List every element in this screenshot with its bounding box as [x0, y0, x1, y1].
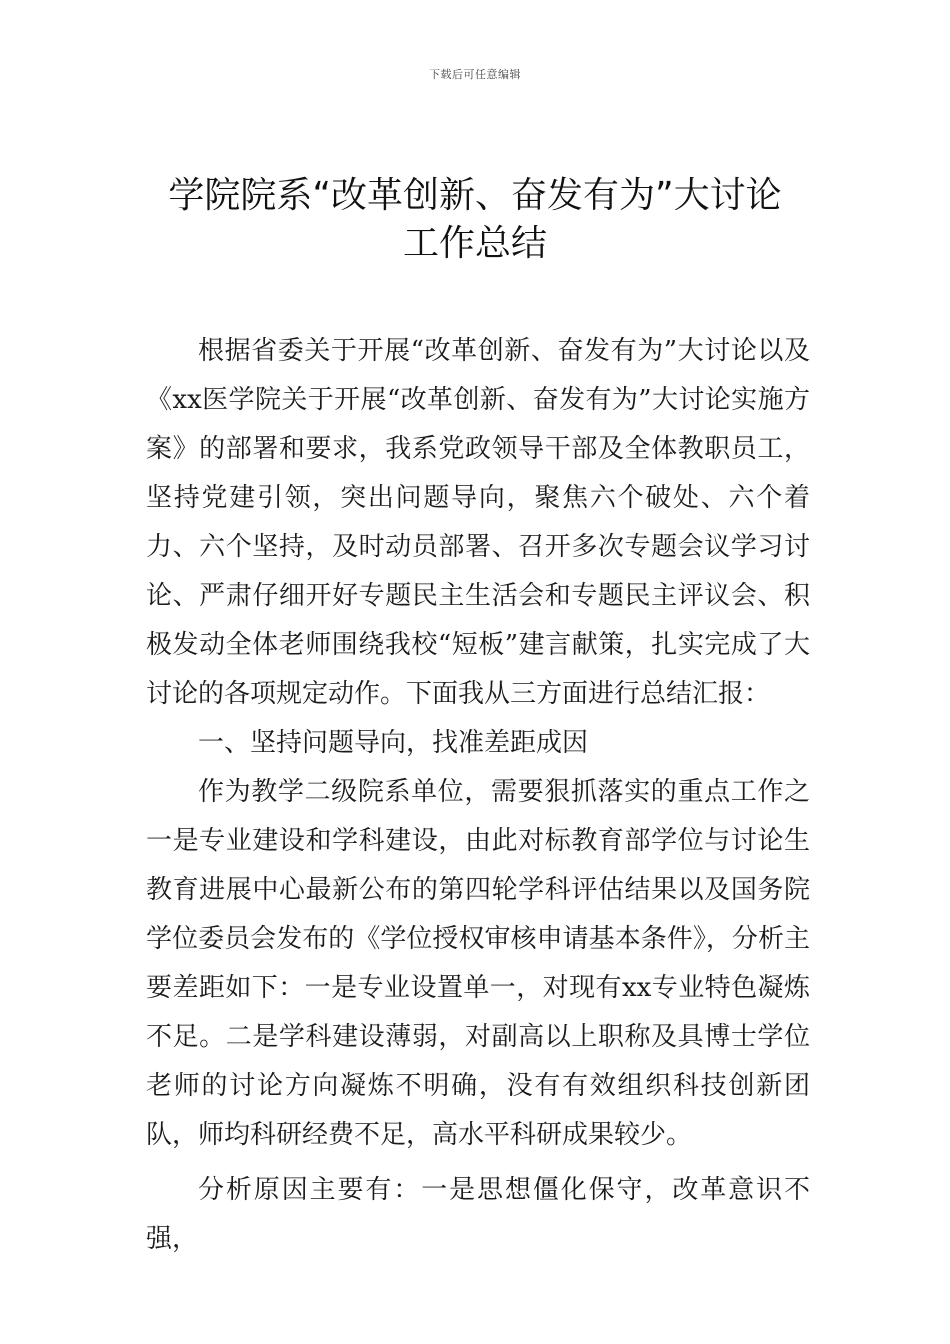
title-line-1: 学院院系“改革创新、奋发有为”大讨论: [168, 175, 782, 216]
body-paragraph: 分析原因主要有：一是思想僵化保守，改革意识不强，: [146, 1175, 810, 1254]
section-heading: 一、坚持问题导向，找准差距成因: [198, 728, 589, 758]
document-body: [146, 327, 810, 1264]
body-paragraph: 根据省委关于开展“改革创新、奋发有为”大讨论以及《xx医学院关于开展“改革创新、奋发有为”大讨论实施方案》的部署和要求，我系党政领导干部及全体教职员工，坚持党建引领，突出问题导向，聚焦六个破处、六个着力、六个坚持，及时动员部署、召开多次专题会议学习讨论、严肃仔细开好专题民主生活会和专题民主评议会、积极发动全体老师围绕我校“短板”建言献策，扎实完成了大讨论的各项规定动作。下面我从三方面进行总结汇报：: [146, 336, 810, 709]
document-title: [0, 172, 950, 268]
body-paragraph: 作为教学二级院系单位，需要狠抓落实的重点工作之一是专业建设和学科建设，由此对标教育部学位与讨论生教育进展中心最新公布的第四轮学科评估结果以及国务院学位委员会发布的《学位授权审核申请基本条件》，分析主要差距如下：一是专业设置单一，对现有xx专业特色凝炼不足。二是学科建设薄弱，对副高以上职称及具博士学位老师的讨论方向凝炼不明确，没有有效组织科技创新团队，师均科研经费不足，高水平科研成果较少。: [146, 777, 810, 1150]
header-note: 下载后可任意编辑: [429, 68, 521, 81]
title-line-2: 工作总结: [402, 223, 547, 264]
